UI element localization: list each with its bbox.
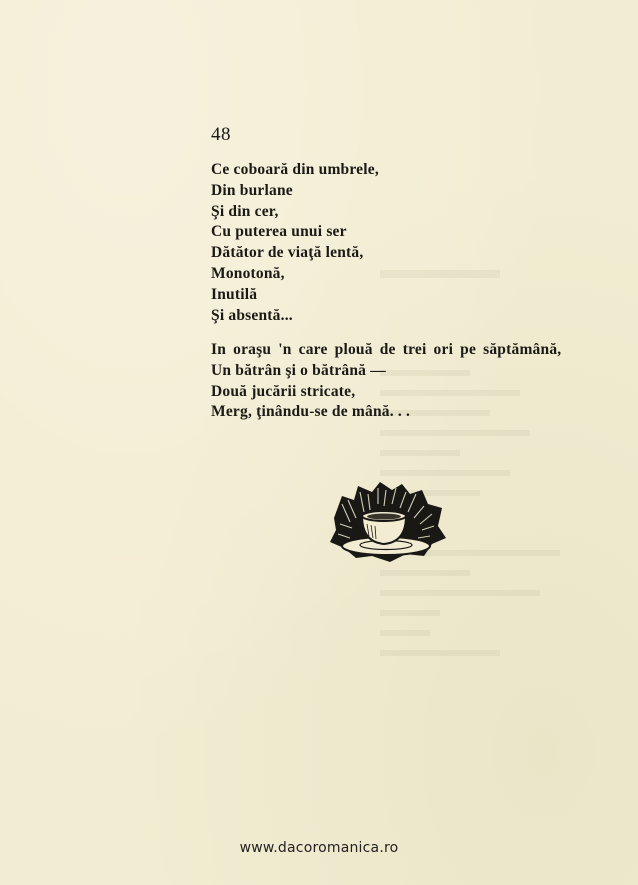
poem-line: Merg, ţinându-se de mână. . . <box>211 403 411 421</box>
poem-line: Un bătrân şi o bătrână — <box>211 361 386 379</box>
poem-line: Şi din cer, <box>211 202 279 220</box>
poem-line: Şi absentă... <box>211 306 293 324</box>
poem-line: Inutilă <box>211 285 258 303</box>
stanza-first <box>211 160 379 326</box>
bleed-through-shadow <box>380 270 580 670</box>
teacup-woodcut-icon <box>320 478 452 566</box>
poem-line: Ce coboară din umbrele, <box>211 161 379 178</box>
footer-url[interactable]: www.dacoromanica.ro <box>239 840 399 856</box>
poem-line: In oraşu 'n care plouă de trei ori pe săptămână, <box>211 341 562 358</box>
poem-line: Din burlane <box>211 181 293 199</box>
poem-line: Monotonă, <box>211 264 285 282</box>
page-number: 48 <box>211 124 231 145</box>
poem-line: Cu puterea unui ser <box>211 223 347 241</box>
poem-line: Două jucării stricate, <box>211 382 356 400</box>
poem-line: Dătător de viaţă lentă, <box>211 244 364 262</box>
stanza-second <box>211 340 561 423</box>
